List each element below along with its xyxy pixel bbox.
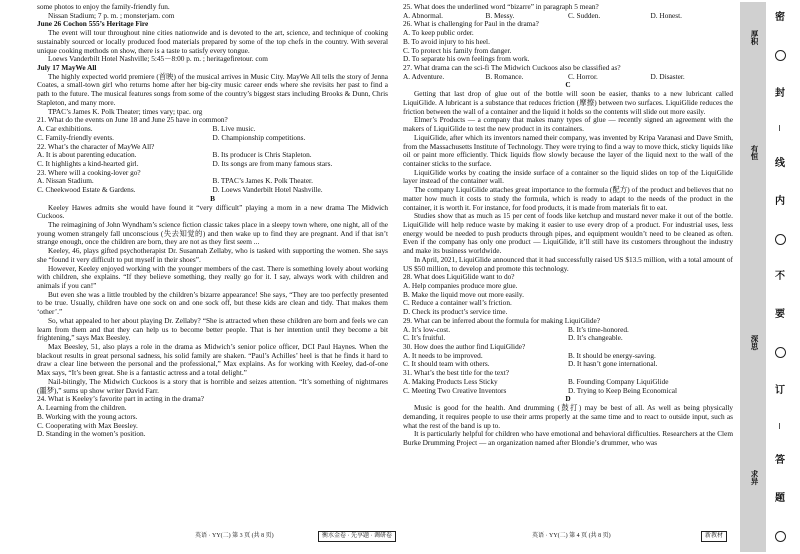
paragraph: Studies show that as much as 15 per cent of foods like ketchup and mustard never make it out of the bottle. LiquiGlide will help reduce waste by making it easier to use every drop of a product. For industrial uses, less energy would be needed to push products through pipes, and equipment wouldn’t need to be cleaned as often. Even if the company has only one product — LiquiGlide, it’ll still have its customers throughout the industry and make its business worldwide. [403, 211, 733, 256]
question-27: 27. What drama can the sci-fi The Midwich Cuckoos also be classified as? [403, 63, 621, 73]
paragraph: The event will tour throughout nine cities nationwide and is devoted to the art, science, and technique of cooking sustainably sourced or locally produced food materials prepared by some of the top chefs in the country. With several unique cooking methods on show, there is a taste to satisfy every tongue. [37, 28, 388, 55]
paragraph: Music is good for the health. And drumming (鼓打) may be best of all. As well as being physically demanding, it requires people to use their arms properly at the same time and to react to outside input, such as what the rest of the band is up to. [403, 403, 733, 430]
question-21: 21. What do the events on June 18 and June 25 have in common? [37, 115, 228, 125]
question-25: 25. What does the underlined word “bizarre” in paragraph 5 mean? [403, 3, 599, 11]
option: D. Standing in the women’s position. [37, 429, 146, 439]
seal-char: 封 [775, 87, 785, 99]
paragraph: Max Beesley, 51, also plays a role in the drama as Midwich’s senior police officer, DCI Paul Haynes. When the blackout results in great personal sadness, his solid family are shaken. “Paul’s Achilles’ heel is that he finds it hard to draw a clear line between the personal and the professional,” Max explains. As for working with Keeley, dad-of-one Max says, “It’s been great. She is a fantastic actress and a total delight.” [37, 342, 388, 378]
dash-divider [779, 423, 781, 429]
option: B. Its producer is Chris Stapleton. [212, 150, 312, 160]
page-footer [37, 530, 733, 542]
option: B. Working with the young actors. [37, 411, 138, 421]
option: D. It’s changeable. [568, 333, 623, 343]
option: B. To avoid injury to his heel. [403, 36, 490, 46]
seal-line [769, 12, 791, 542]
circle-icon [775, 347, 786, 358]
event-heading: July 17 MayWe All [37, 63, 97, 73]
paragraph: LiquiGlide works by coating the inside surface of a container so the liquid slides on top of the LiquiGlide layer instead of the container wall. [403, 167, 733, 186]
option: A. Making Products Less Sticky [403, 376, 498, 386]
option: B. Make the liquid move out more easily. [403, 289, 524, 299]
option: A. It needs to be improved. [403, 350, 483, 360]
paragraph: Elmer’s Products — a company that makes many types of glue — recently signed an agreement with the makers of LiquiGlide to test the new product in its containers. [403, 115, 733, 134]
option: C. It highlights a kind-hearted girl. [37, 158, 139, 168]
option: D. Loews Vanderbilt Hotel Nashville. [212, 185, 323, 195]
option: B. Messy. [485, 10, 515, 20]
paragraph: However, Keeley enjoyed working with the younger members of the cast. There is something lovely about working with children, she explains. “If they believe something, they really go for it. I say, always work with children and animals if you can!” [37, 263, 388, 290]
event-venue: Nissan Stadium; 7 p. m. ; monsterjam. com [48, 10, 175, 20]
left-page-number: 英语 · YY(二) 第 3 页 (共 8 页) [195, 533, 274, 539]
brand-badge: 衡水金卷 · 先享题 · 调研卷 [318, 531, 396, 542]
paragraph: In April, 2021, LiquiGlide announced that it had successfully raised US $13.5 million, with a total amount of US $50 million, to develop and promote this technology. [403, 254, 733, 273]
circle-icon [775, 234, 786, 245]
option: A. Learning from the children. [37, 403, 127, 413]
option: A. Adventure. [403, 71, 445, 81]
option: D. To separate his own feelings from work. [403, 54, 530, 64]
option: D. Disaster. [650, 71, 685, 81]
left-page-column [37, 3, 388, 523]
question-24: 24. What is Keeley’s favorite part in acting in the drama? [37, 394, 205, 404]
event-venue: Loews Vanderbilt Hotel Nashville; 5:45－8:00 p. m. ; heritagefiretour. com [48, 54, 268, 64]
question-28: 28. What does LiquiGlide want to do? [403, 272, 515, 282]
option: C. It’s fruitful. [403, 333, 446, 343]
option: D. Trying to Keep Being Economical [568, 385, 678, 395]
option: B. Romance. [485, 71, 524, 81]
question-22: 22. What’s the character of MayWe All? [37, 141, 155, 151]
event-venue: TPAC’s James K. Polk Theater; times vary; tpac. org [48, 106, 203, 116]
paragraph: It is particularly helpful for children who have emotional and behavioral difficulties. Researchers at the Clem Burke Drumming Project — an organization named after Blondie’s drummer, who was [403, 429, 733, 447]
seal-char: 不 [775, 271, 785, 283]
paragraph: LiquiGlide, after which its inventors named their company, was invented by Kripa Varanasi and Dave Smith, from the Massachusetts Institute of Technology. They were trying to find a way to move thick, sticky liquids like oil or paint more efficiently. Thick liquids flow slowly because the layer of the liquid next to the wall of the container sticks to the surface. [403, 132, 733, 168]
right-page-column [403, 3, 733, 523]
option: A. Nissan Stadium. [37, 176, 94, 186]
option: D. It hasn’t gone international. [568, 359, 658, 369]
option: A. It is about parenting education. [37, 150, 137, 160]
motto-label: 求异 [750, 470, 759, 485]
right-page-number: 英语 · YY(二) 第 4 页 (共 8 页) [532, 533, 611, 539]
option: A. Car exhibitions. [37, 124, 93, 134]
option: D. Check its product’s service time. [403, 307, 508, 317]
circle-icon [775, 531, 786, 542]
motto-label: 厚积 [750, 30, 759, 45]
option: B. Live music. [212, 124, 256, 134]
option: C. To protect his family from danger. [403, 45, 512, 55]
section-label: C [565, 80, 571, 90]
option: C. It should team with others. [403, 359, 490, 369]
paragraph: The company LiquiGlide attaches great importance to the formula (配方) of the product and believes that no matter how much it costs to study the formula, which is ready to adapt to the needs of the product in the container, it is worth it. For instance, for food products, it is made from materials fit to eat. [403, 185, 733, 212]
seal-char: 密 [775, 12, 785, 23]
seal-char: 要 [775, 309, 785, 321]
paragraph: So, what appealed to her about playing Dr. Zellaby? “She is attracted when these children are born and feels we can learn from them and that they can help us to become better people. That is her intention until they become a bit frightening,” says Max Beesley. [37, 315, 388, 343]
option: A. It’s low-cost. [403, 324, 451, 334]
seal-char: 内 [775, 195, 785, 207]
option: A. Abnormal. [403, 10, 443, 20]
option: D. Championship competitions. [212, 132, 306, 142]
option: C. Meeting Two Creative Inventors [403, 385, 507, 395]
text-line: some photos to enjoy the family-friendly fun. [37, 3, 170, 11]
edition-badge: 新教材 [701, 531, 727, 542]
option: B. Founding Company LiquiGlide [568, 376, 669, 386]
paragraph: The highly expected world premiere (首映) of the musical arrives in Music City. MayWe All tells the story of Jenna Coates, a small-town girl who returns home after her big-city music career ends where she revisits her past to find a path to the future. The musical features songs from some of the country’s biggest stars including Brooks & Dunn, Chris Stapleton, and many more. [37, 71, 388, 107]
option: D. Honest. [650, 10, 682, 20]
option: C. Cooperating with Max Beesley. [37, 420, 138, 430]
event-heading: June 26 Cochon 555’s Heritage Fire [37, 19, 149, 29]
question-30: 30. How does the author find LiquiGlide? [403, 342, 526, 352]
motto-label: 有恒 [750, 145, 759, 160]
paragraph: The reimagining of John Wyndham’s science fiction classic takes place in a sleepy town where, one night, all of the young women strangely fall unconscious (失去知觉的) and then wake up to find they are pregnant. And if that isn’t strange enough, once the children are born, they are not as they first seem ... [37, 219, 388, 247]
question-29: 29. What can be inferred about the formula for making LiquiGlide? [403, 315, 601, 325]
seal-char: 答 [775, 455, 785, 467]
option: A. To keep public order. [403, 28, 474, 38]
seal-char: 线 [775, 158, 785, 170]
binding-margin [740, 0, 800, 554]
question-23: 23. Where will a cooking-lover go? [37, 167, 141, 177]
dash-divider [779, 125, 781, 131]
option: C. Sudden. [568, 10, 601, 20]
question-31: 31. What’s the best title for the text? [403, 368, 510, 378]
circle-icon [775, 50, 786, 61]
option: B. It should be energy-saving. [568, 350, 656, 360]
option: B. TPAC’s James K. Polk Theater. [212, 176, 313, 186]
option: C. Family-friendly events. [37, 132, 115, 142]
section-label: B [210, 193, 215, 203]
paragraph: But even she was a little troubled by the children’s bizarre appearance! She says, “They are too perfectly presented to be true. Usually, children have one sock on and one sock off, but these kids are clean and tidy. That makes them ‘other’.” [37, 289, 388, 317]
seal-char: 订 [775, 384, 785, 396]
paragraph: Getting that last drop of glue out of the bottle will soon be easier, thanks to a new lubricant called LiquiGlide. A lubricant is a substance that reduces friction (摩擦) between two surfaces. LiquiGlide reduces the friction between the wall of a container and the liquid it holds so the contents will slide out more easily. [403, 89, 733, 116]
option: A. Help companies produce more glue. [403, 281, 518, 290]
seal-char: 题 [775, 493, 785, 505]
option: D. Its songs are from many famous stars. [212, 158, 333, 168]
paragraph: Keeley, 46, plays gifted psychotherapist Dr. Susannah Zellaby, who is tasked with supporting the women. She says she “found it very difficult to put myself in their shoes”. [37, 246, 388, 264]
option: C. Reduce a container wall’s friction. [403, 298, 512, 308]
option: C. Horror. [568, 71, 598, 81]
option: B. It’s time-honored. [568, 324, 629, 334]
question-26: 26. What is challenging for Paul in the drama? [403, 19, 539, 29]
motto-label: 深思 [750, 335, 759, 350]
paragraph: Nail-bitingly, The Midwich Cuckoos is a story that is horrible and seizes attention. “It’s something of nightmares (噩梦),” sums up show writer David Farr. [37, 376, 388, 395]
option: C. Cheekwood Estate & Gardens. [37, 185, 136, 195]
paragraph: Keeley Hawes admits she would have found it “very difficult” playing a mom in a new drama The Midwich Cuckoos. [37, 202, 388, 221]
section-label: D [565, 394, 571, 404]
